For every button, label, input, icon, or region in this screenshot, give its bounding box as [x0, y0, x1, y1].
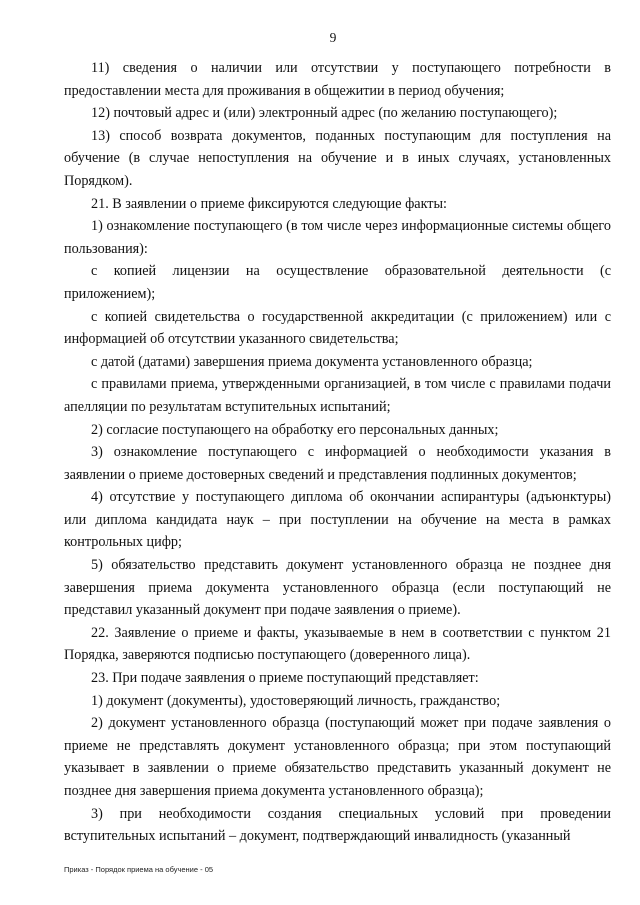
paragraph: 1) документ (документы), удостоверяющий личность, гражданство;	[91, 692, 501, 709]
paragraph: 22. Заявление о приеме и факты, указываемые в нем в соответствии с пунктом 21 Порядка, заверяются подписью поступающего (доверенного лица).	[64, 624, 611, 664]
paragraph: 5) обязательство представить документ установленного образца не позднее дня завершения приема документа установленного образца (если поступающий не представил указанный документ при подаче заявления о приеме).	[64, 557, 611, 619]
paragraph: 23. При подаче заявления о приеме поступающий представляет:	[91, 670, 479, 687]
paragraph: с копией лицензии на осуществление образовательной деятельности (с приложением);	[64, 263, 611, 302]
paragraph: 1) ознакомление поступающего (в том числе через информационные системы общего пользования):	[64, 218, 611, 257]
paragraph: 12) почтовый адрес и (или) электронный адрес (по желанию поступающего);	[91, 105, 558, 122]
paragraph: 4) отсутствие у поступающего диплома об окончании аспирантуры (адъюнктуры) или диплома кандидата наук – при поступлении на обучение на места в рамках контрольных цифр;	[64, 489, 611, 551]
document-body	[64, 57, 611, 848]
paragraph: с правилами приема, утвержденными организацией, в том числе с правилами подачи апелляции по результатам вступительных испытаний;	[64, 376, 611, 415]
paragraph: 2) документ установленного образца (поступающий может при подаче заявления о приеме не представлять документ установленного образца; при этом поступающий указывает в заявлении о приеме обязательство представить указанный документ не позднее дня завершения приема документа установленного образца);	[64, 715, 611, 799]
paragraph: 3) при необходимости создания специальных условий при проведении вступительных испытаний – документ, подтверждающий инвалидность (указанный	[64, 805, 611, 845]
page-footer: Приказ - Порядок приема на обучение - 05	[64, 865, 214, 874]
page-number: 9	[329, 30, 337, 45]
paragraph: с датой (датами) завершения приема документа установленного образца;	[91, 353, 533, 370]
paragraph: 21. В заявлении о приеме фиксируются следующие факты:	[91, 195, 447, 212]
paragraph: 2) согласие поступающего на обработку его персональных данных;	[91, 421, 499, 438]
paragraph: 13) способ возврата документов, поданных поступающим для поступления на обучение (в случае непоступления на обучение и в иных случаях, установленных Порядком).	[64, 127, 611, 189]
paragraph: с копией свидетельства о государственной аккредитации (с приложением) или с информацией об отсутствии указанного свидетельства;	[64, 308, 611, 348]
paragraph: 3) ознакомление поступающего с информацией о необходимости указания в заявлении о приеме достоверных сведений и представления подлинных документов;	[64, 444, 611, 483]
paragraph: 11) сведения о наличии или отсутствии у поступающего потребности в предоставлении места для проживания в общежитии в период обучения;	[64, 60, 611, 99]
